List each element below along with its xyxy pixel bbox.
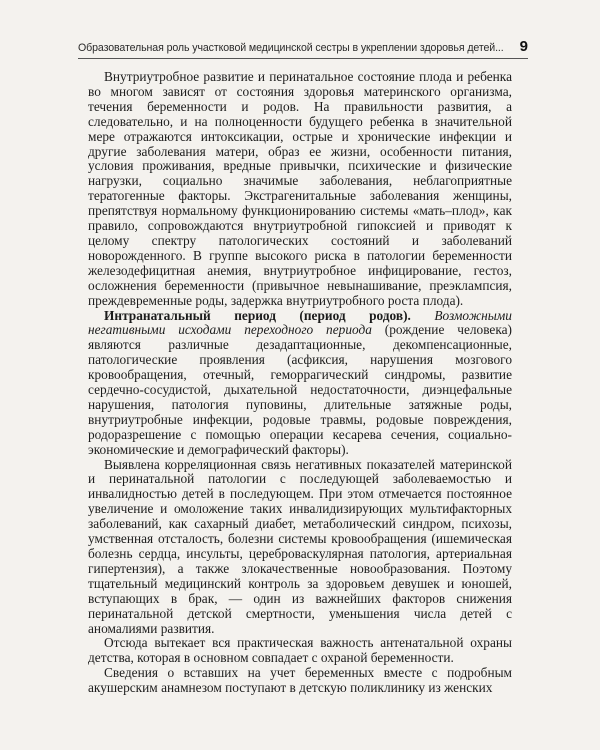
paragraph-importance [88, 636, 512, 666]
paragraph-text: Выявлена корреляционная связь негативных показателей материнской и перинатальной патологии с последующей заболеваемостью и инвалидностью детей в последующем. При этом отмечается постоянное увеличение и омоложение таких инвалидизирующих мультифакторных заболеваний, как сахарный диабет, метаболический синдром, психозы, умственная отсталость, болезни системы кровообращения (ишемическая болезнь сердца, инсульты, цереброваскулярная патология, артериальная гипертензия), а также злокачественные новообразования. Поэтому тщательный медицинский контроль за здоровьем девушек и юношей, вступающих в брак, — один из важнейших факторов снижения перинатальной детской смертности, уменьшения числа детей с аномалиями развития. [88, 456, 512, 636]
running-header [78, 38, 528, 59]
paragraph-registration [88, 666, 512, 696]
paragraph-text: Сведения о вставших на учет беременных вместе с подробным акушерским анамнезом поступают в детскую поликлинику из женских [88, 665, 512, 696]
italic-phrase: Возможными негативными исходами переходного периода [88, 307, 512, 338]
paragraph-intranatal [88, 309, 512, 458]
paragraph-text: Отсюда вытекает вся практическая важность антенатальной охраны детства, которая в основном совпадает с охраной беременности. [88, 635, 512, 666]
paragraph-text: (рождение человека) являются различные дезадаптационные, декомпенсационные, патологические проявления (асфиксия, нарушения мозгового кровообращения, отечный, геморрагический синдромы, развитие сердечно-сосудистой, дыхательной недостаточности, диэнцефальные нарушения, патология пуповины, длительные затяжные роды, внутриутробные инфекции, родовые травмы, родовые повреждения, родоразрешение с помощью операции кесарева сечения, социально-экономические и демографический факторы). [88, 322, 512, 457]
body-text [88, 70, 512, 696]
running-title: Образовательная роль участковой медицинской сестры в укреплении здоровья детей... [78, 42, 504, 54]
run-in-heading: Интранатальный период (период родов). [104, 307, 411, 323]
paragraph-correlation [88, 458, 512, 637]
paragraph-text: Внутриутробное развитие и перинатальное состояние плода и ребенка во многом зависят от состояния здоровья материнского организма, течения беременности и родов. На правильности развития, а следовательно, и на полноценности будущего ребенка в значительной мере отражаются интоксикации, острые и хронические инфекции и другие заболевания матери, образ ее жизни, особенности питания, условия проживания, вредные привычки, психические и физические нагрузки, социально значимые заболевания, неблагоприятные тератогенные факторы. Экстрагенитальные заболевания женщины, препятствуя нормальному функционированию системы «мать–плод», как правило, сопровождаются внутриутробной гипоксией и приводят к целому спектру патологических состояний и заболеваний новорожденного. В группе высокого риска в патологии беременности железодефицитная анемия, внутриутробное инфицирование, гестоз, осложнения беременности (привычное невынашивание, преэклампсия, преждевременные роды, задержка внутриутробного роста плода). [88, 69, 512, 308]
paragraph-antenatal [88, 70, 512, 309]
page-number: 9 [519, 38, 528, 55]
